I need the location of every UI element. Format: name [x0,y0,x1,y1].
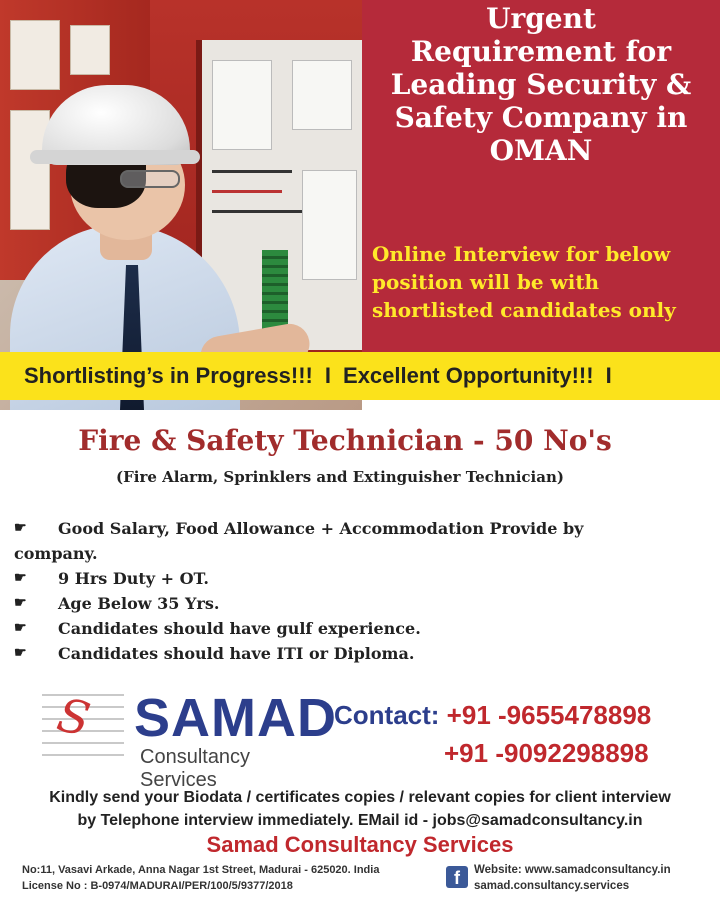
facebook-link[interactable]: samad.consultancy.services [474,880,630,892]
contact-line [334,700,651,731]
company-name: Samad Consultancy Services [206,832,514,857]
online-note-line: Online Interview for below [372,242,671,266]
pointing-hand-icon: ☛ [14,520,27,536]
address-line: No:11, Vasavi Arkade, Anna Nagar 1st Street, Madurai - 625020. India [22,864,380,876]
company-address [22,862,379,894]
technician-photo [0,0,362,410]
contact-label: Contact: [334,700,440,730]
online-note-line: position will be with [372,270,600,294]
instruction-line: Kindly send your Biodata / certificates copies / relevant copies for client interview [49,789,671,806]
license-line: License No : B-0974/MADURAI/PER/100/5/9377/2018 [22,880,293,892]
ribbon-separator: I [324,363,332,388]
logo-name: SAMAD [134,688,337,748]
list-item [14,591,704,616]
status-ribbon [0,352,720,400]
list-item-text: Candidates should have gulf experience. [58,619,421,638]
headline-line: Urgent [486,2,596,35]
list-item-text: 9 Hrs Duty + OT. [58,569,209,588]
list-item-text: Candidates should have ITI or Diploma. [58,644,415,663]
list-item [14,566,704,591]
job-title: Fire & Safety Technician - 50 No's [78,424,612,457]
logo-s-mark-icon: S [52,687,95,747]
list-item [14,641,704,666]
online-note-line: shortlisted candidates only [372,298,676,322]
pointing-hand-icon: ☛ [14,620,27,636]
facebook-icon[interactable]: f [446,866,468,888]
samad-logo [42,687,337,791]
list-item [14,516,704,566]
phone-number-2[interactable]: +91 -9092298898 [444,738,649,768]
job-subtitle: (Fire Alarm, Sprinklers and Extinguisher Technician) [116,468,564,486]
ribbon-end-separator: I [605,363,612,388]
list-item-text: Good Salary, Food Allowance + Accommodation Provide by [58,519,584,538]
application-instructions [0,786,720,832]
online-interview-note [372,240,712,324]
job-benefits-list [14,516,704,666]
list-item [14,616,704,641]
ribbon-right-text: Excellent Opportunity!!! [343,363,594,388]
list-item-text: Age Below 35 Yrs. [58,594,220,613]
headline-line: Safety Company in [394,101,688,134]
ribbon-left-text: Shortlisting’s in Progress!!! [24,363,313,388]
pointing-hand-icon: ☛ [14,595,27,611]
headline-line: OMAN [489,134,593,167]
logo-tagline: Consultancy Services [140,746,251,791]
pointing-hand-icon: ☛ [14,570,27,586]
headline [362,2,720,167]
pointing-hand-icon: ☛ [14,645,27,661]
website-link[interactable]: Website: www.samadconsultancy.in [474,864,671,876]
list-item-text-continued: company. [14,544,98,563]
headline-line: Requirement for [410,35,672,68]
hero-banner [0,0,720,410]
phone-number-1[interactable]: +91 -9655478898 [446,700,652,730]
web-links [474,862,671,894]
instruction-line-email[interactable]: by Telephone interview immediately. EMail id - jobs@samadconsultancy.in [77,812,643,829]
headline-line: Leading Security & [390,68,692,101]
